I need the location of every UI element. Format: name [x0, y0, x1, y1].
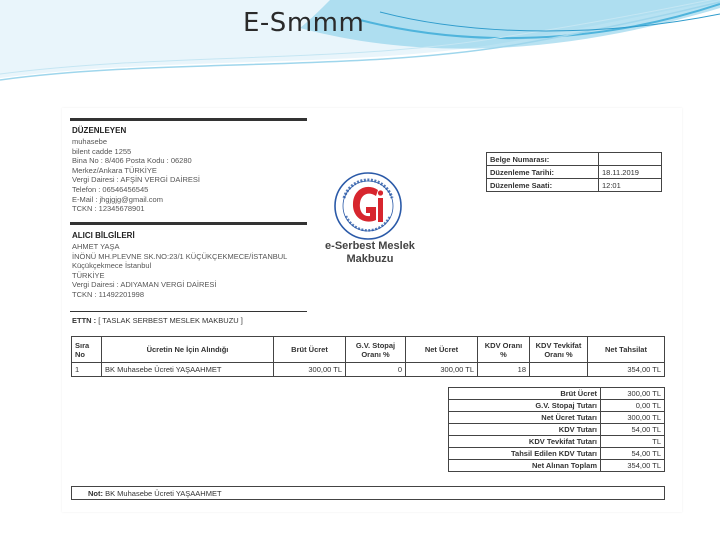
total-value: 0,00 TL [601, 400, 665, 412]
column-header: KDV Tevkifat Oranı % [530, 337, 588, 363]
issuer-section-title: DÜZENLEYEN [72, 126, 127, 135]
issuer-line: Telefon : 06546456545 [72, 184, 149, 194]
total-value: 300,00 TL [601, 388, 665, 400]
total-label: KDV Tevkifat Tutarı [449, 436, 601, 448]
meta-value: 12:01 [599, 179, 662, 192]
table-row [449, 412, 665, 424]
total-value: 354,00 TL [601, 460, 665, 472]
section-divider [70, 118, 307, 121]
issuer-line: bilent cadde 1255 [72, 146, 132, 156]
document-type-title [314, 240, 426, 266]
ettn-value: [ TASLAK SERBEST MESLEK MAKBUZU ] [98, 316, 243, 325]
recipient-section-title: ALICI BİLGİLERİ [72, 231, 135, 240]
issuer-line: Bina No : 8/406 Posta Kodu : 06280 [72, 156, 192, 166]
recipient-line: Vergi Dairesi : ADIYAMAN VERGİ DAİRESİ [72, 280, 217, 290]
ettn-label: ETTN : [72, 316, 97, 325]
issuer-line: TCKN : 12345678901 [72, 204, 145, 214]
table-row [487, 166, 662, 179]
table-row [449, 436, 665, 448]
recipient-line: AHMET YAŞA [72, 242, 120, 251]
meta-label: Düzenleme Tarihi: [487, 166, 599, 179]
meta-label: Belge Numarası: [487, 153, 599, 166]
issuer-lines [72, 137, 200, 214]
table-row [449, 400, 665, 412]
receipt-document [62, 108, 682, 512]
total-label: KDV Tutarı [449, 424, 601, 436]
table-row [449, 388, 665, 400]
table-cell: 0 [346, 363, 406, 377]
recipient-lines [72, 242, 287, 300]
gib-logo-icon [332, 170, 404, 242]
meta-value [599, 153, 662, 166]
issuer-line: Vergi Dairesi : AFŞİN VERGİ DAİRESİ [72, 175, 200, 185]
table-row [72, 363, 665, 377]
column-header: Ücretin Ne İçin Alındığı [102, 337, 274, 363]
column-header: Sıra No [72, 337, 102, 363]
recipient-line: TÜRKİYE [72, 270, 105, 280]
column-header: Net Ücret [406, 337, 478, 363]
document-type-line: Makbuzu [346, 253, 394, 265]
issuer-line: Merkez/Ankara TÜRKİYE [72, 165, 157, 175]
table-row [487, 153, 662, 166]
column-header: Brüt Ücret [274, 337, 346, 363]
note-box [71, 486, 665, 500]
table-cell: 1 [72, 363, 102, 377]
section-divider [70, 222, 307, 225]
table-row [487, 179, 662, 192]
section-divider [70, 311, 307, 312]
table-row [449, 424, 665, 436]
total-value: 54,00 TL [601, 448, 665, 460]
column-header: KDV Oranı % [478, 337, 530, 363]
table-cell: 18 [478, 363, 530, 377]
document-type-line: e-Serbest Meslek [325, 240, 415, 252]
total-label: Net Alınan Toplam [449, 460, 601, 472]
document-meta-table [486, 152, 662, 192]
recipient-line: Küçükçekmece İstanbul [72, 261, 152, 271]
meta-label: Düzenleme Saati: [487, 179, 599, 192]
slide-title: E-Smmm [243, 8, 365, 38]
table-cell: 300,00 TL [274, 363, 346, 377]
table-row [449, 448, 665, 460]
issuer-line: E-Mail : jhgjgjg@gmail.com [72, 194, 163, 204]
table-cell [530, 363, 588, 377]
total-value: 54,00 TL [601, 424, 665, 436]
items-table [71, 336, 665, 377]
total-label: Brüt Ücret [449, 388, 601, 400]
table-cell: BK Muhasebe Ücreti YAŞAAHMET [102, 363, 274, 377]
totals-table [448, 387, 665, 472]
ettn-line [72, 316, 243, 325]
total-label: Tahsil Edilen KDV Tutarı [449, 448, 601, 460]
meta-value: 18.11.2019 [599, 166, 662, 179]
recipient-line: İNÖNÜ MH.PLEVNE SK.NO:23/1 KÜÇÜKÇEKMECE/İSTANBUL [72, 251, 288, 261]
recipient-line: TCKN : 11492201998 [72, 289, 144, 299]
table-header-row [72, 337, 665, 363]
column-header: Net Tahsilat [588, 337, 665, 363]
note-label: Not: [88, 489, 103, 498]
issuer-line: muhasebe [72, 137, 108, 146]
total-value: TL [601, 436, 665, 448]
table-cell: 300,00 TL [406, 363, 478, 377]
column-header: G.V. Stopaj Oranı % [346, 337, 406, 363]
table-row [449, 460, 665, 472]
total-label: Net Ücret Tutarı [449, 412, 601, 424]
note-value: BK Muhasebe Ücreti YAŞAAHMET [105, 489, 222, 498]
total-label: G.V. Stopaj Tutarı [449, 400, 601, 412]
table-cell: 354,00 TL [588, 363, 665, 377]
total-value: 300,00 TL [601, 412, 665, 424]
